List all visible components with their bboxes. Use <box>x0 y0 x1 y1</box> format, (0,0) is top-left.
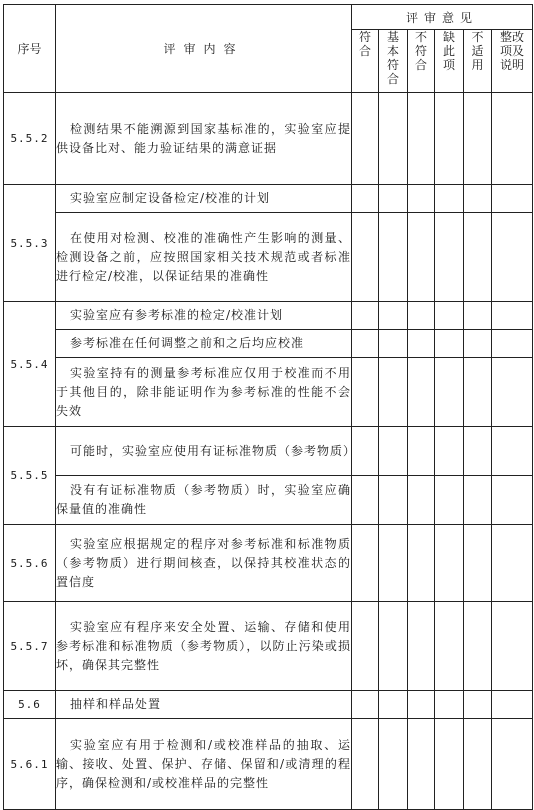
table-row <box>4 602 533 691</box>
remark-cell[interactable] <box>492 213 533 302</box>
check-cell[interactable] <box>435 427 464 476</box>
check-cell[interactable] <box>408 358 435 427</box>
check-cell[interactable] <box>352 330 379 358</box>
check-cell[interactable] <box>435 330 464 358</box>
check-cell[interactable] <box>464 719 492 810</box>
check-cell[interactable] <box>408 691 435 719</box>
check-cell[interactable] <box>352 185 379 213</box>
check-cell[interactable] <box>408 213 435 302</box>
check-cell[interactable] <box>464 691 492 719</box>
item-number: 5.5.6 <box>4 525 56 602</box>
check-cell[interactable] <box>408 525 435 602</box>
table-row <box>4 302 533 330</box>
table-row <box>4 476 533 525</box>
item-content: 参考标准在任何调整之前和之后均应校准 <box>56 330 352 358</box>
check-cell[interactable] <box>464 358 492 427</box>
check-cell[interactable] <box>408 302 435 330</box>
check-cell[interactable] <box>435 476 464 525</box>
check-cell[interactable] <box>352 302 379 330</box>
item-content: 没有有证标准物质（参考物质）时，实验室应确保量值的准确性 <box>56 476 352 525</box>
check-cell[interactable] <box>464 476 492 525</box>
check-cell[interactable] <box>352 525 379 602</box>
check-cell[interactable] <box>379 691 408 719</box>
check-cell[interactable] <box>379 302 408 330</box>
item-number: 5.5.7 <box>4 602 56 691</box>
item-content: 实验室持有的测量参考标准应仅用于校准而不用于其他目的，除非能证明作为参考标准的性能不会失效 <box>56 358 352 427</box>
check-cell[interactable] <box>435 691 464 719</box>
item-content: 实验室应有程序来安全处置、运输、存储和使用参考标准和标准物质（参考物质），以防止污染或损坏，确保其完整性 <box>56 602 352 691</box>
item-content: 检测结果不能溯源到国家基标准的，实验室应提供设备比对、能力验证结果的满意证据 <box>56 93 352 185</box>
item-number: 5.5.5 <box>4 427 56 525</box>
check-cell[interactable] <box>352 213 379 302</box>
check-cell[interactable] <box>379 93 408 185</box>
table-row <box>4 185 533 213</box>
header-col-missing: 缺此项 <box>435 30 464 93</box>
check-cell[interactable] <box>352 719 379 810</box>
check-cell[interactable] <box>435 93 464 185</box>
header-opinion: 评审意见 <box>352 5 533 30</box>
header-col-na: 不适用 <box>464 30 492 93</box>
header-seq: 序号 <box>4 5 56 93</box>
table-row <box>4 427 533 476</box>
table-row <box>4 691 533 719</box>
item-content: 实验室应有用于检测和/或校准样品的抽取、运输、接收、处置、保护、存储、保留和/或清理的程序，确保检测和/或校准样品的完整性 <box>56 719 352 810</box>
check-cell[interactable] <box>379 427 408 476</box>
item-content: 实验室应根据规定的程序对参考标准和标准物质（参考物质）进行期间核查，以保持其校准状态的置信度 <box>56 525 352 602</box>
header-col-nonconform: 不符合 <box>408 30 435 93</box>
remark-cell[interactable] <box>492 691 533 719</box>
table-row <box>4 330 533 358</box>
check-cell[interactable] <box>435 525 464 602</box>
check-cell[interactable] <box>464 525 492 602</box>
check-cell[interactable] <box>435 719 464 810</box>
item-content: 可能时，实验室应使用有证标准物质（参考物质） <box>56 427 352 476</box>
remark-cell[interactable] <box>492 302 533 330</box>
check-cell[interactable] <box>379 602 408 691</box>
check-cell[interactable] <box>379 185 408 213</box>
remark-cell[interactable] <box>492 719 533 810</box>
check-cell[interactable] <box>379 476 408 525</box>
item-number: 5.6.1 <box>4 719 56 810</box>
check-cell[interactable] <box>408 427 435 476</box>
table-row <box>4 358 533 427</box>
header-col-basic-conform: 基本符合 <box>379 30 408 93</box>
check-cell[interactable] <box>379 213 408 302</box>
check-cell[interactable] <box>352 691 379 719</box>
header-content: 评审内容 <box>56 5 352 93</box>
check-cell[interactable] <box>379 330 408 358</box>
check-cell[interactable] <box>408 330 435 358</box>
check-cell[interactable] <box>408 185 435 213</box>
check-cell[interactable] <box>379 358 408 427</box>
item-content: 实验室应有参考标准的检定/校准计划 <box>56 302 352 330</box>
check-cell[interactable] <box>408 719 435 810</box>
check-cell[interactable] <box>464 302 492 330</box>
remark-cell[interactable] <box>492 358 533 427</box>
check-cell[interactable] <box>352 476 379 525</box>
remark-cell[interactable] <box>492 476 533 525</box>
check-cell[interactable] <box>435 185 464 213</box>
review-table <box>3 4 533 810</box>
item-number: 5.6 <box>4 691 56 719</box>
table-row <box>4 525 533 602</box>
check-cell[interactable] <box>464 427 492 476</box>
header-col-conform: 符合 <box>352 30 379 93</box>
remark-cell[interactable] <box>492 330 533 358</box>
check-cell[interactable] <box>435 602 464 691</box>
check-cell[interactable] <box>435 358 464 427</box>
table-row <box>4 213 533 302</box>
item-content: 在使用对检测、校准的准确性产生影响的测量、检测设备之前，应按照国家相关技术规范或者标准进行检定/校准，以保证结果的准确性 <box>56 213 352 302</box>
check-cell[interactable] <box>352 358 379 427</box>
remark-cell[interactable] <box>492 525 533 602</box>
check-cell[interactable] <box>352 602 379 691</box>
check-cell[interactable] <box>464 93 492 185</box>
item-content: 实验室应制定设备检定/校准的计划 <box>56 185 352 213</box>
section-heading: 抽样和样品处置 <box>56 691 352 719</box>
remark-cell[interactable] <box>492 602 533 691</box>
check-cell[interactable] <box>464 602 492 691</box>
check-cell[interactable] <box>408 602 435 691</box>
item-number: 5.5.2 <box>4 93 56 185</box>
item-number: 5.5.4 <box>4 302 56 427</box>
check-cell[interactable] <box>464 330 492 358</box>
remark-cell[interactable] <box>492 427 533 476</box>
check-cell[interactable] <box>379 719 408 810</box>
check-cell[interactable] <box>408 476 435 525</box>
remark-cell[interactable] <box>492 93 533 185</box>
check-cell[interactable] <box>352 93 379 185</box>
table-row <box>4 93 533 185</box>
remark-cell[interactable] <box>492 185 533 213</box>
item-number: 5.5.3 <box>4 185 56 302</box>
check-cell[interactable] <box>379 525 408 602</box>
check-cell[interactable] <box>464 213 492 302</box>
header-col-rectify: 整改项及说明 <box>492 30 533 93</box>
table-row <box>4 719 533 810</box>
check-cell[interactable] <box>408 93 435 185</box>
check-cell[interactable] <box>435 302 464 330</box>
check-cell[interactable] <box>435 213 464 302</box>
check-cell[interactable] <box>464 185 492 213</box>
